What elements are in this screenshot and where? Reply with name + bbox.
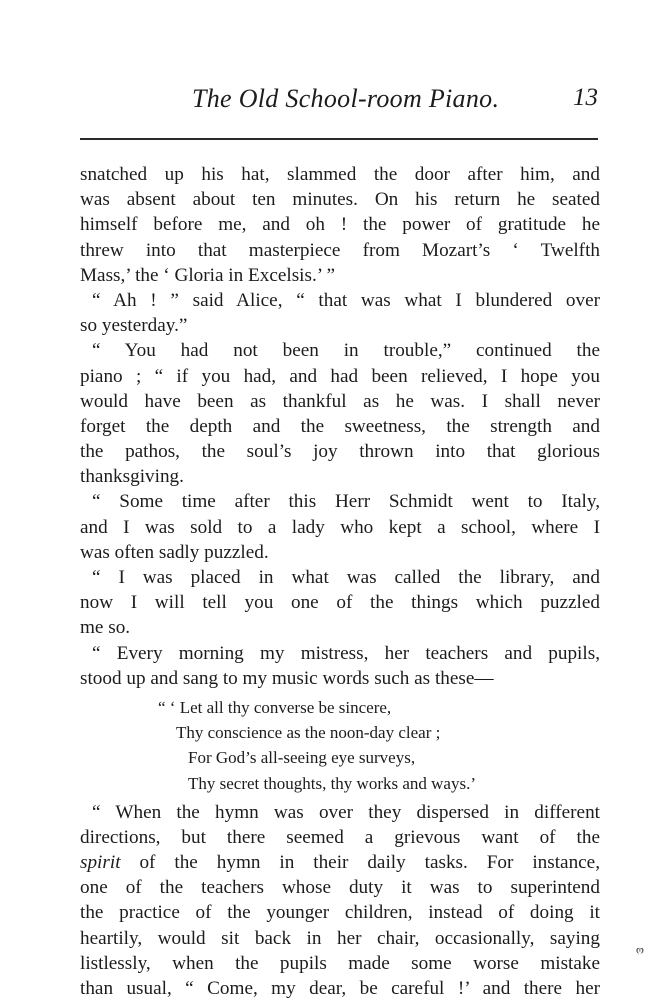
text-line: listlessly, when the pupils made some worse mistake: [80, 952, 600, 974]
verse-line: Thy conscience as the noon-day clear ;: [176, 723, 441, 743]
text-line: me so.: [80, 617, 131, 639]
page-number: 13: [573, 84, 598, 111]
text-line: “ You had not been in trouble,” continued the: [92, 340, 600, 362]
text-line: forget the depth and the sweetness, the strength and: [80, 415, 600, 437]
verse-line: For God’s all-seeing eye surveys,: [188, 748, 416, 768]
text-line: and I was sold to a lady who kept a school, where I: [80, 516, 600, 538]
text-line: was often sadly puzzled.: [80, 541, 269, 563]
text-line: heartily, would sit back in her chair, occasionally, saying: [80, 927, 600, 949]
text-line: “ When the hymn was over they dispersed in different: [92, 801, 600, 823]
running-head-title: The Old School-room Piano.: [192, 84, 500, 113]
text-line: threw into that masterpiece from Mozart’s ‘ Twelfth: [80, 239, 600, 261]
text-line: himself before me, and oh ! the power of gratitude he: [80, 214, 600, 236]
text-line: “ Every morning my mistress, her teachers and pupils,: [92, 642, 600, 664]
text-line: the pathos, the soul’s joy thrown into that glorious: [80, 441, 600, 463]
text-line: “ Some time after this Herr Schmidt went to Italy,: [92, 491, 600, 513]
text-line: thanksgiving.: [80, 466, 184, 488]
text-line: snatched up his hat, slammed the door after him, and: [80, 164, 600, 185]
text-line: Mass,’ the ‘ Gloria in Excelsis.’ ”: [80, 264, 336, 286]
text-line: now I will tell you one of the things which puzzled: [80, 592, 600, 614]
text-line: “ Ah ! ” said Alice, “ that was what I blundered over: [92, 289, 600, 311]
text-line: than usual, “ Come, my dear, be careful !’ and there her: [80, 978, 600, 999]
text-line: would have been as thankful as he was. I shall never: [80, 390, 600, 412]
verse-line: Thy secret thoughts, thy works and ways.’: [188, 773, 477, 793]
text-line: piano ; “ if you had, and had been relieved, I hope you: [80, 365, 600, 387]
body-text: [80, 162, 600, 1001]
emphasis-word: spirit: [80, 852, 121, 874]
text-line: [80, 850, 600, 875]
text-line: the practice of the younger children, instead of doing it: [80, 902, 600, 924]
text-line: so yesterday.”: [80, 315, 188, 337]
header-rule: [80, 138, 598, 140]
running-head: [80, 84, 598, 120]
corner-ink-mark: ω: [636, 945, 644, 959]
verse-line: “ ‘ Let all thy converse be sincere,: [158, 697, 392, 717]
text-line: was absent about ten minutes. On his return he seated: [80, 189, 600, 211]
text-fragment: of the hymn in their daily tasks. For instance,: [120, 852, 600, 874]
text-line: one of the teachers whose duty it was to superintend: [80, 877, 600, 899]
text-line: stood up and sang to my music words such as these—: [80, 667, 494, 689]
text-line: directions, but there seemed a grievous want of the: [80, 826, 600, 848]
text-line: “ I was placed in what was called the library, and: [92, 567, 600, 588]
